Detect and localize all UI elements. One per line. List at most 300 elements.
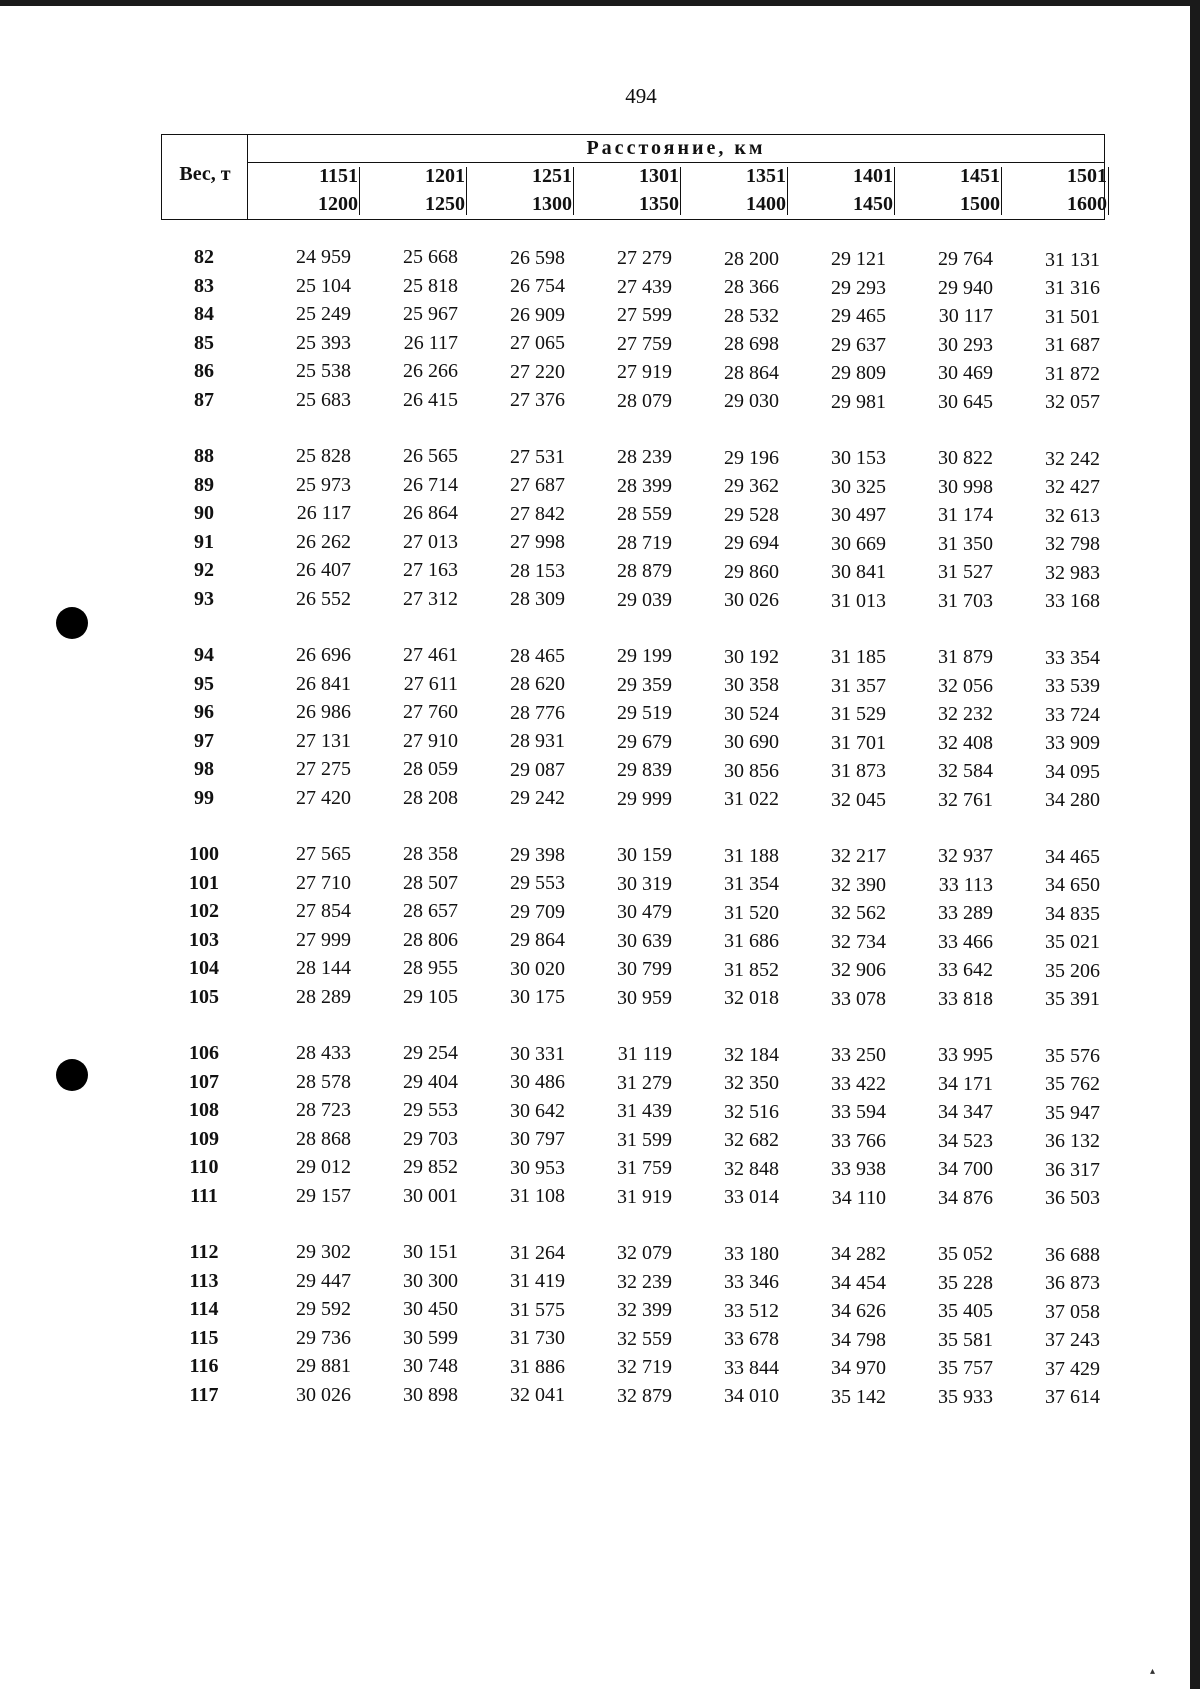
rate-cell: 29 637 — [831, 333, 886, 356]
weight-cell: 107 — [189, 1070, 219, 1093]
rate-cell: 29 809 — [831, 362, 886, 384]
rate-cell: 26 986 — [296, 701, 351, 723]
rate-cell: 28 200 — [724, 247, 779, 270]
rate-cell: 27 854 — [296, 900, 351, 922]
rate-cell: 29 592 — [296, 1298, 351, 1320]
rate-cell: 30 026 — [296, 1383, 351, 1406]
rate-cell: 32 041 — [510, 1384, 565, 1407]
range-to: 1200 — [318, 193, 358, 215]
rate-cell: 33 346 — [724, 1271, 779, 1294]
rate-cell: 31 279 — [617, 1071, 672, 1094]
table-row — [161, 929, 1105, 957]
rate-cell: 34 454 — [831, 1271, 886, 1294]
rate-cell: 30 293 — [938, 333, 993, 356]
rate-cell: 28 864 — [724, 361, 779, 384]
rate-cell: 26 407 — [296, 559, 351, 581]
rate-cell: 30 151 — [403, 1241, 458, 1264]
table-row — [161, 389, 1105, 417]
rate-cell: 32 516 — [724, 1100, 779, 1123]
rate-cell: 31 703 — [938, 589, 993, 612]
rate-cell: 25 967 — [403, 303, 458, 326]
rate-cell: 35 581 — [938, 1328, 993, 1351]
rate-cell: 31 520 — [724, 901, 779, 924]
rate-cell: 28 153 — [510, 559, 565, 582]
rate-cell: 31 730 — [510, 1327, 565, 1350]
range-to: 1600 — [1067, 193, 1107, 215]
rate-cell: 28 309 — [510, 588, 565, 611]
rate-cell: 28 578 — [296, 1070, 351, 1093]
rate-cell: 30 325 — [831, 475, 886, 498]
range-from: 1451 — [960, 165, 1000, 187]
weight-cell: 97 — [194, 729, 214, 752]
table-row — [161, 1156, 1105, 1184]
rate-cell: 29 447 — [296, 1269, 351, 1292]
rate-cell: 25 683 — [296, 388, 351, 411]
distance-range-4 — [575, 165, 681, 217]
rate-cell: 32 184 — [724, 1043, 779, 1066]
rate-cell: 29 881 — [296, 1355, 351, 1377]
rate-cell: 31 879 — [938, 646, 993, 669]
table-row — [161, 758, 1105, 786]
rate-cell: 32 390 — [831, 873, 886, 896]
weight-cell: 117 — [189, 1383, 219, 1406]
rate-cell: 31 439 — [617, 1100, 672, 1123]
rate-cell: 27 376 — [510, 389, 565, 412]
rate-cell: 35 206 — [1045, 959, 1100, 982]
rate-cell: 34 650 — [1045, 874, 1100, 897]
rate-cell: 33 014 — [724, 1186, 779, 1209]
page-number: 494 — [625, 84, 657, 108]
rate-cell: 31 529 — [831, 703, 886, 725]
rate-cell: 28 366 — [724, 276, 779, 299]
rate-cell: 26 754 — [510, 275, 565, 298]
rate-cell: 30 645 — [938, 390, 993, 413]
table-row — [161, 1298, 1105, 1326]
rate-cell: 31 174 — [938, 504, 993, 527]
rate-cell: 30 953 — [510, 1156, 565, 1179]
rate-cell: 32 232 — [938, 703, 993, 726]
rate-cell: 31 188 — [724, 844, 779, 867]
distance-range-7 — [896, 165, 1002, 217]
rate-cell: 29 860 — [724, 560, 779, 583]
rate-cell: 33 078 — [831, 987, 886, 1010]
rate-cell: 29 465 — [831, 305, 886, 327]
rate-cell: 30 799 — [617, 958, 672, 981]
weight-cell: 113 — [189, 1269, 219, 1292]
rate-cell: 35 021 — [1045, 931, 1100, 954]
rate-cell: 26 696 — [296, 644, 351, 666]
rate-cell: 32 562 — [831, 902, 886, 924]
rate-cell: 28 289 — [296, 985, 351, 1008]
rate-cell: 35 052 — [938, 1243, 993, 1266]
rate-cell: 26 262 — [296, 530, 351, 553]
range-to: 1300 — [532, 193, 572, 215]
rate-cell: 29 852 — [403, 1156, 458, 1179]
rate-cell: 34 835 — [1045, 902, 1100, 925]
rate-cell: 26 415 — [403, 388, 458, 411]
rate-cell: 30 117 — [938, 305, 993, 328]
weight-cell: 86 — [194, 360, 214, 382]
range-to: 1350 — [639, 193, 679, 215]
rate-cell: 28 559 — [617, 503, 672, 526]
rate-cell: 31 119 — [617, 1043, 672, 1066]
weight-cell: 84 — [194, 303, 214, 325]
rate-cell: 30 599 — [403, 1326, 458, 1349]
weight-cell: 101 — [189, 871, 219, 894]
rate-cell: 26 841 — [296, 672, 351, 695]
rate-cell: 24 959 — [296, 246, 351, 268]
rate-cell: 27 687 — [510, 474, 565, 497]
table-row — [161, 957, 1105, 985]
rate-cell: 31 873 — [831, 760, 886, 782]
rate-cell: 31 022 — [724, 788, 779, 811]
rate-cell: 25 668 — [403, 246, 458, 269]
rate-cell: 32 682 — [724, 1129, 779, 1152]
rate-cell: 30 642 — [510, 1099, 565, 1122]
rate-cell: 31 599 — [617, 1128, 672, 1151]
range-from: 1151 — [319, 165, 358, 187]
rate-cell: 33 909 — [1045, 732, 1100, 755]
rate-cell: 29 242 — [510, 787, 565, 810]
rate-cell: 33 512 — [724, 1299, 779, 1322]
rate-cell: 30 020 — [510, 957, 565, 980]
rate-cell: 32 239 — [617, 1270, 672, 1293]
range-to: 1400 — [746, 193, 786, 215]
table-row — [161, 303, 1105, 331]
rate-cell: 31 872 — [1045, 362, 1100, 385]
rate-cell: 27 710 — [296, 871, 351, 894]
rate-cell: 33 724 — [1045, 703, 1100, 726]
weight-cell: 106 — [189, 1042, 219, 1064]
rate-cell: 26 598 — [510, 246, 565, 269]
range-from: 1301 — [639, 165, 679, 187]
rate-cell: 34 465 — [1045, 845, 1100, 868]
weight-cell: 91 — [194, 530, 214, 553]
rate-cell: 27 565 — [296, 843, 351, 865]
rate-cell: 31 316 — [1045, 277, 1100, 300]
rate-cell: 33 168 — [1045, 590, 1100, 613]
rate-cell: 35 762 — [1045, 1073, 1100, 1096]
range-separator — [573, 167, 574, 215]
rate-cell: 26 714 — [403, 473, 458, 496]
range-separator — [466, 167, 467, 215]
table-header — [161, 134, 1105, 220]
distance-header — [248, 135, 1107, 219]
weight-cell: 82 — [194, 246, 214, 268]
rate-cell: 28 698 — [724, 333, 779, 356]
weight-cell: 87 — [194, 388, 214, 411]
rate-cell: 33 250 — [831, 1044, 886, 1066]
weight-cell: 109 — [189, 1127, 219, 1150]
weight-cell: 88 — [194, 445, 214, 467]
rate-cell: 32 734 — [831, 930, 886, 953]
table-row — [161, 986, 1105, 1014]
rate-cell: 32 848 — [724, 1157, 779, 1180]
range-separator — [359, 167, 360, 215]
rate-cell: 34 347 — [938, 1101, 993, 1124]
rate-cell: 30 486 — [510, 1071, 565, 1094]
range-from: 1201 — [425, 165, 465, 187]
rate-cell: 34 876 — [938, 1186, 993, 1209]
rate-cell: 26 565 — [403, 445, 458, 468]
rate-cell: 33 678 — [724, 1328, 779, 1351]
range-to: 1450 — [853, 193, 893, 215]
rate-cell: 30 959 — [617, 986, 672, 1009]
weight-cell: 95 — [194, 672, 214, 695]
rate-cell: 31 886 — [510, 1355, 565, 1378]
rate-cell: 29 703 — [403, 1127, 458, 1150]
distance-range-8 — [1003, 165, 1109, 217]
weight-cell: 115 — [189, 1326, 219, 1349]
range-from: 1251 — [532, 165, 572, 187]
rate-cell: 31 108 — [510, 1185, 565, 1208]
rate-cell: 29 157 — [296, 1184, 351, 1207]
rate-cell: 28 239 — [617, 446, 672, 469]
weight-cell: 111 — [190, 1184, 218, 1207]
rate-cell: 30 822 — [938, 447, 993, 470]
rate-cell: 29 694 — [724, 532, 779, 555]
rate-cell: 34 171 — [938, 1072, 993, 1095]
rate-cell: 31 527 — [938, 561, 993, 584]
scan-mark: ▴ — [1150, 1666, 1156, 1677]
rate-cell: 35 228 — [938, 1271, 993, 1294]
rate-cell: 33 113 — [938, 873, 993, 896]
table-row — [161, 701, 1105, 729]
weight-cell: 108 — [189, 1099, 219, 1121]
weight-cell: 93 — [194, 587, 214, 610]
weight-cell: 92 — [194, 559, 214, 581]
rate-cell: 28 776 — [510, 701, 565, 724]
rate-cell: 26 909 — [510, 303, 565, 326]
rate-cell: 27 842 — [510, 502, 565, 525]
rate-cell: 29 039 — [617, 588, 672, 611]
rate-cell: 25 538 — [296, 360, 351, 382]
rate-cell: 26 552 — [296, 587, 351, 610]
rate-cell: 28 208 — [403, 786, 458, 809]
rate-cell: 28 657 — [403, 900, 458, 923]
table-row — [161, 1241, 1105, 1269]
rate-cell: 30 497 — [831, 504, 886, 526]
weight-cell: 90 — [194, 502, 214, 524]
rate-cell: 34 626 — [831, 1300, 886, 1322]
rate-cell: 30 524 — [724, 702, 779, 725]
weight-cell: 103 — [189, 928, 219, 951]
range-from: 1351 — [746, 165, 786, 187]
rate-cell: 30 450 — [403, 1298, 458, 1321]
table-row — [161, 1384, 1105, 1412]
rate-cell: 35 405 — [938, 1300, 993, 1323]
range-to: 1500 — [960, 193, 1000, 215]
distance-label: Расстояние, км — [586, 137, 766, 159]
rate-cell: 33 422 — [831, 1072, 886, 1095]
table-row — [161, 673, 1105, 701]
rate-cell: 32 559 — [617, 1327, 672, 1350]
rate-cell: 32 350 — [724, 1072, 779, 1095]
rate-cell: 25 104 — [296, 274, 351, 297]
range-from: 1401 — [853, 165, 893, 187]
rate-cell: 31 357 — [831, 674, 886, 697]
rate-cell: 29 679 — [617, 730, 672, 753]
rate-cell: 37 429 — [1045, 1357, 1100, 1380]
table-row — [161, 559, 1105, 587]
rate-cell: 30 331 — [510, 1042, 565, 1065]
table-row — [161, 1270, 1105, 1298]
rate-cell: 32 906 — [831, 959, 886, 981]
rate-cell: 34 523 — [938, 1129, 993, 1152]
weight-cell: 114 — [189, 1298, 219, 1320]
rate-cell: 29 839 — [617, 759, 672, 782]
weight-cell: 112 — [189, 1241, 219, 1263]
rate-cell: 31 185 — [831, 646, 886, 668]
range-separator — [1001, 167, 1002, 215]
rate-cell: 28 079 — [617, 389, 672, 412]
rate-cell: 32 242 — [1045, 447, 1100, 470]
rate-cell: 27 131 — [296, 729, 351, 752]
weight-cell: 96 — [194, 701, 214, 723]
rate-cell: 27 065 — [510, 332, 565, 355]
table-row — [161, 275, 1105, 303]
rate-cell: 27 759 — [617, 332, 672, 355]
rate-cell: 25 818 — [403, 274, 458, 297]
rate-cell: 29 087 — [510, 758, 565, 781]
rate-cell: 30 153 — [831, 447, 886, 469]
table-row — [161, 1042, 1105, 1070]
rate-cell: 28 931 — [510, 730, 565, 753]
rate-cell: 31 701 — [831, 731, 886, 754]
distance-range-1 — [254, 165, 360, 217]
rate-cell: 32 761 — [938, 788, 993, 811]
rate-cell: 33 818 — [938, 987, 993, 1010]
rate-cell: 29 293 — [831, 276, 886, 299]
weight-column-label: Вес, т — [179, 163, 231, 185]
rate-cell: 34 110 — [831, 1186, 886, 1209]
table-row — [161, 872, 1105, 900]
rate-cell: 33 539 — [1045, 675, 1100, 698]
rate-cell: 27 420 — [296, 786, 351, 809]
rate-cell: 25 828 — [296, 445, 351, 467]
rate-cell: 31 419 — [510, 1270, 565, 1293]
rate-cell: 27 910 — [403, 729, 458, 752]
table-row — [161, 531, 1105, 559]
rate-cell: 37 614 — [1045, 1386, 1100, 1409]
rate-cell: 32 879 — [617, 1384, 672, 1407]
distance-range-6 — [789, 165, 895, 217]
rate-cell: 27 439 — [617, 275, 672, 298]
rate-cell: 30 026 — [724, 589, 779, 612]
weight-cell: 89 — [194, 473, 214, 496]
rate-cell: 33 180 — [724, 1242, 779, 1265]
rate-cell: 32 057 — [1045, 391, 1100, 414]
weight-cell: 104 — [189, 957, 219, 979]
rate-cell: 28 532 — [724, 304, 779, 327]
rate-cell: 29 030 — [724, 390, 779, 413]
rate-cell: 35 933 — [938, 1385, 993, 1408]
rate-cell: 30 797 — [510, 1128, 565, 1151]
table-row — [161, 502, 1105, 530]
rate-cell: 30 639 — [617, 929, 672, 952]
table-row — [161, 360, 1105, 388]
rate-cell: 32 719 — [617, 1356, 672, 1379]
rate-cell: 35 757 — [938, 1357, 993, 1380]
rate-cell: 33 466 — [938, 930, 993, 953]
range-separator — [1108, 167, 1109, 215]
rate-cell: 33 594 — [831, 1101, 886, 1123]
rate-cell: 29 012 — [296, 1156, 351, 1178]
rate-cell: 29 359 — [617, 673, 672, 696]
rate-cell: 30 998 — [938, 475, 993, 498]
rate-cell: 28 879 — [617, 560, 672, 583]
rate-cell: 32 399 — [617, 1299, 672, 1322]
rate-cell: 31 852 — [724, 958, 779, 981]
rate-cell: 27 998 — [510, 531, 565, 554]
rate-cell: 28 868 — [296, 1127, 351, 1150]
rate-cell: 27 919 — [617, 361, 672, 384]
rate-cell: 28 806 — [403, 928, 458, 951]
rate-cell: 29 709 — [510, 900, 565, 923]
rate-cell: 30 479 — [617, 901, 672, 924]
rate-cell: 34 700 — [938, 1158, 993, 1181]
rate-cell: 31 575 — [510, 1298, 565, 1321]
rate-cell: 26 117 — [403, 331, 458, 354]
rate-cell: 31 501 — [1045, 305, 1100, 328]
rate-cell: 28 059 — [403, 758, 458, 781]
weight-cell: 83 — [194, 274, 214, 297]
rate-cell: 28 955 — [403, 957, 458, 980]
rate-cell: 30 175 — [510, 986, 565, 1009]
rate-cell: 35 576 — [1045, 1044, 1100, 1067]
range-separator — [787, 167, 788, 215]
rate-cell: 29 519 — [617, 702, 672, 725]
rate-cell: 34 282 — [831, 1243, 886, 1265]
rate-cell: 29 121 — [831, 248, 886, 270]
rate-cell: 30 469 — [938, 362, 993, 385]
rate-cell: 29 553 — [403, 1099, 458, 1122]
table-row — [161, 1355, 1105, 1383]
rate-cell: 32 045 — [831, 788, 886, 811]
rate-cell: 32 613 — [1045, 504, 1100, 527]
rate-cell: 27 760 — [403, 701, 458, 724]
rate-cell: 35 391 — [1045, 988, 1100, 1011]
rate-cell: 34 010 — [724, 1385, 779, 1408]
range-separator — [894, 167, 895, 215]
table-row — [161, 730, 1105, 758]
table-row — [161, 1327, 1105, 1355]
table-row — [161, 843, 1105, 871]
rate-cell: 32 079 — [617, 1242, 672, 1265]
rate-cell: 29 105 — [403, 985, 458, 1008]
rate-cell: 33 354 — [1045, 646, 1100, 669]
rate-cell: 25 393 — [296, 331, 351, 354]
header-divider — [248, 162, 1104, 163]
rate-cell: 34 970 — [831, 1357, 886, 1379]
rate-cell: 29 199 — [617, 645, 672, 668]
distance-range-3 — [468, 165, 574, 217]
rate-cell: 29 404 — [403, 1070, 458, 1093]
rate-cell: 29 553 — [510, 872, 565, 895]
rate-cell: 30 001 — [403, 1184, 458, 1207]
rate-cell: 36 873 — [1045, 1272, 1100, 1295]
rate-cell: 32 584 — [938, 760, 993, 783]
rate-cell: 30 300 — [403, 1269, 458, 1292]
rate-cell: 29 940 — [938, 276, 993, 299]
rate-cell: 28 719 — [617, 531, 672, 554]
weight-cell: 100 — [189, 843, 219, 865]
rate-cell: 28 620 — [510, 673, 565, 696]
table-row — [161, 332, 1105, 360]
rate-cell: 31 354 — [724, 873, 779, 896]
rate-cell: 27 163 — [403, 559, 458, 582]
rate-cell: 29 528 — [724, 503, 779, 526]
